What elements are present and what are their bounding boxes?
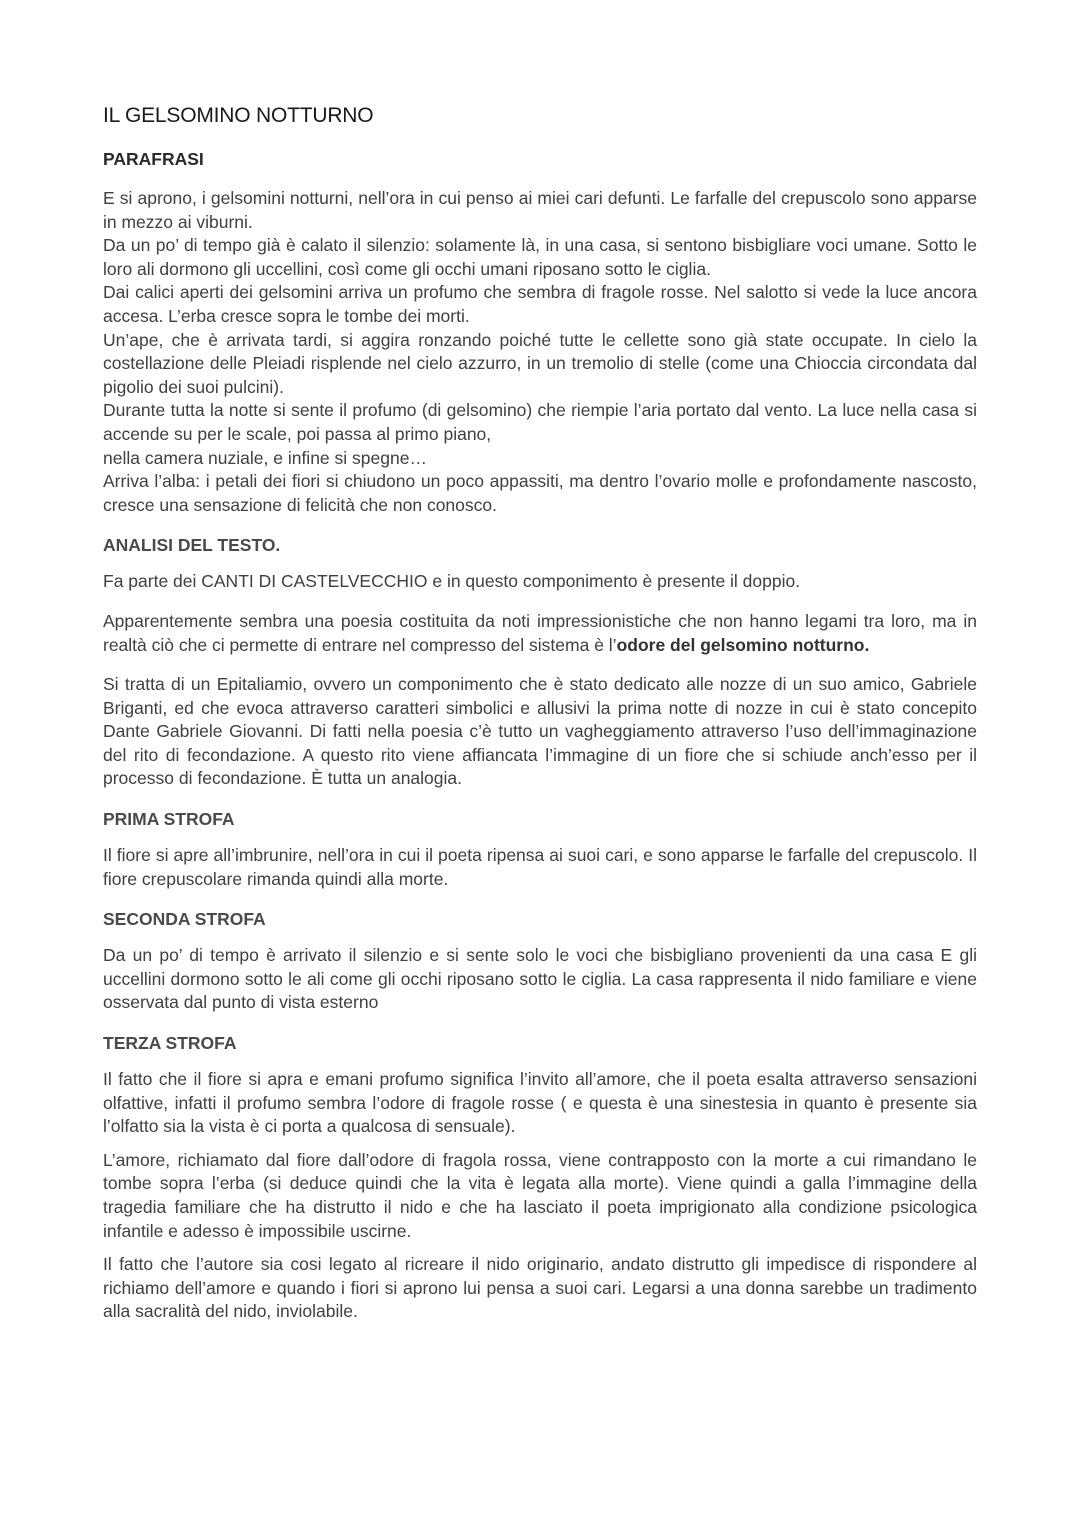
- parafrasi-block: [103, 187, 977, 517]
- parafrasi-paragraph: Arriva l’alba: i petali dei fiori si chiudono un poco appassiti, ma dentro l’ovario molle e profondamente nascosto, cresce una sensazione di felicità che non conosco.: [103, 471, 977, 515]
- analisi-paragraph: [103, 610, 977, 657]
- parafrasi-paragraph: nella camera nuziale, e infine si spegne…: [103, 447, 427, 468]
- analisi-bold-text: odore del gelsomino notturno.: [616, 634, 870, 655]
- parafrasi-paragraph: Dai calici aperti dei gelsomini arriva un profumo che sembra di fragole rosse. Nel salotto si vede la luce ancora accesa. L’erba cresce sopra le tombe dei morti.: [103, 282, 977, 326]
- analisi-paragraph: Si tratta di un Epitaliamio, ovvero un componimento che è stato dedicato alle nozze di un suo amico, Gabriele Briganti, ed che evoca attraverso caratteri simbolici e allusivi la prima notte di nozze in cui è stato concepito Dante Gabriele Giovanni. Di fatti nella poesia c’è tutto un vagheggiamento attraverso l’uso dell’immaginazione del rito di fecondazione. A questo rito viene affiancata l’immagine di un fiore che si schiude anch’esso per il processo di fecondazione. È tutta un analogia.: [103, 674, 977, 789]
- seconda-strofa-paragraph: Da un po’ di tempo è arrivato il silenzio e si sente solo le voci che bisbigliano provenienti da una casa E gli uccellini dormono sotto le ali come gli occhi riposano sotto le ciglia. La casa rappresenta il nido familiare e viene osservata dal punto di vista esterno: [103, 945, 977, 1013]
- parafrasi-paragraph: Durante tutta la notte si sente il profumo (di gelsomino) che riempie l’aria portato dal vento. La luce nella casa si accende su per le scale, poi passa al primo piano,: [103, 400, 977, 444]
- analisi-text: Apparentemente sembra una poesia costituita da noti impressionistiche che non hanno legami tra loro, ma in realtà ciò che ci permette di entrare nel compresso del sistema è l’: [103, 610, 977, 655]
- parafrasi-paragraph: Da un po’ di tempo già è calato il silenzio: solamente là, in una casa, si sentono bisbigliare voci umane. Sotto le loro ali dormono gli uccellini, così come gli occhi umani riposano sotto le ciglia.: [103, 235, 977, 279]
- section-title-parafrasi: PARAFRASI: [103, 149, 204, 169]
- prima-strofa-paragraph: Il fiore si apre all’imbrunire, nell’ora in cui il poeta ripensa ai suoi cari, e sono apparse le farfalle del crepuscolo. Il fiore crepuscolare rimanda quindi alla morte.: [103, 845, 977, 889]
- section-heading-analisi: ANALISI DEL TESTO.: [103, 535, 281, 556]
- parafrasi-paragraph: E si aprono, i gelsomini notturni, nell’ora in cui penso ai miei cari defunti. Le farfalle del crepuscolo sono apparse in mezzo ai viburni.: [103, 188, 977, 232]
- analisi-paragraph: Fa parte dei CANTI DI CASTELVECCHIO e in questo componimento è presente il doppio.: [103, 571, 801, 592]
- terza-strofa-paragraph: L’amore, richiamato dal fiore dall’odore di fragola rossa, viene contrapposto con la morte a cui rimandano le tombe sopra l’erba (si deduce quindi che la vita è legata alla morte). Viene quindi a galla l’immagine della tragedia familiare che ha distrutto il nido e che ha lasciato il poeta imprigionato alla condizione psicologica infantile e adesso è impossibile uscirne.: [103, 1149, 977, 1241]
- section-heading-seconda-strofa: SECONDA STROFA: [103, 909, 266, 930]
- section-heading-prima-strofa: PRIMA STROFA: [103, 809, 235, 830]
- section-heading-terza-strofa: TERZA STROFA: [103, 1033, 237, 1054]
- parafrasi-paragraph: Un’ape, che è arrivata tardi, si aggira ronzando poiché tutte le cellette sono già state occupate. In cielo la costellazione delle Pleiadi risplende nel cielo azzurro, in un tremolio di stelle (come una Chioccia circondata dal pigolio dei suoi pulcini).: [103, 329, 977, 397]
- terza-strofa-paragraph: Il fatto che l’autore sia cosi legato al ricreare il nido originario, andato distrutto gli impedisce di rispondere al richiamo dell’amore e quando i fiori si aprono lui pensa a suoi cari. Legarsi a una donna sarebbe un tradimento alla sacralità del nido, inviolabile.: [103, 1254, 977, 1322]
- terza-strofa-paragraph: Il fatto che il fiore si apra e emani profumo significa l’invito all’amore, che il poeta esalta attraverso sensazioni olfattive, infatti il profumo sembra l’odore di fragole rosse ( e questa è una sinestesia in quanto è presente sia l’olfatto sia la vista è ci porta a qualcosa di sensuale).: [103, 1069, 977, 1137]
- document-title: IL GELSOMINO NOTTURNO: [103, 104, 374, 127]
- document-page: [103, 102, 977, 1324]
